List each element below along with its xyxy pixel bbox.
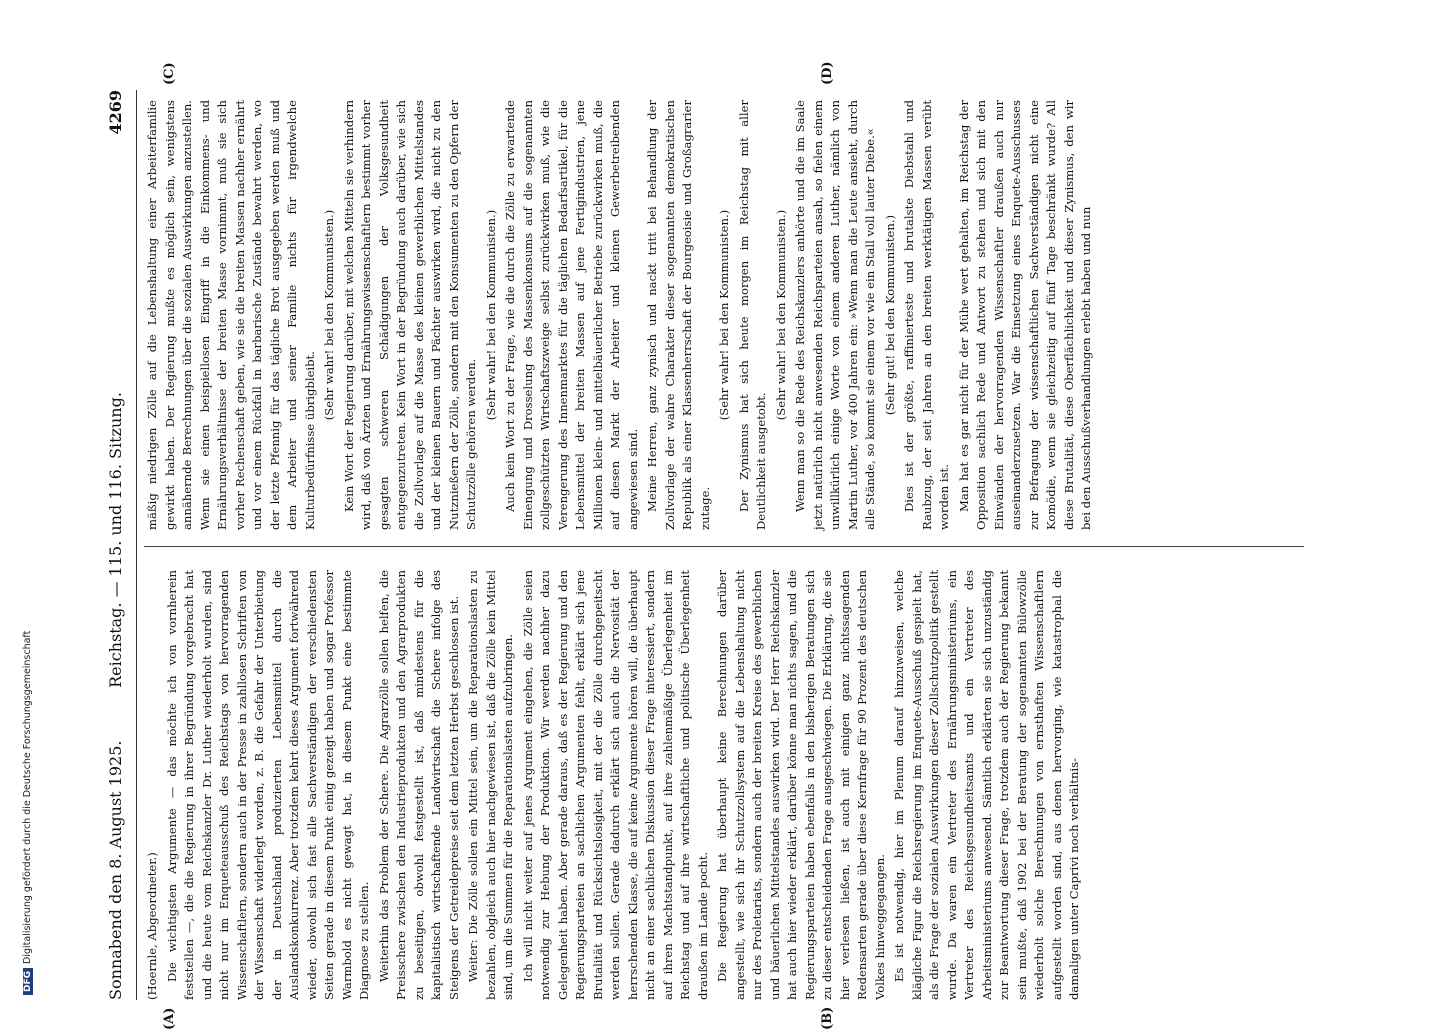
left-column [144,570,1324,1000]
paragraph: Wenn man so die Rede des Reichskanzlers anhörte und die im Saale jetzt natürlich nicht anwesenden Reichsparteien ansah, so fielen einem unwillkürlich einige Worte von einem anderen Luther, nämlich von Martin Luther, vor 400 Jahren ein: »Wenn man die Leute ansieht, durch alle Stände, so kommt sie einem vor wie ein Stall voll lauter Diebe.« [793,100,877,530]
dfg-logo: DFG [23,968,33,995]
paragraph: Ich will nicht weiter auf jenes Argument eingehen, die Zölle seien notwendig zur Hebung der Produktion. Wir werden nachher dazu Gelegenheit haben. Aber gerade daraus, daß es der Regierung und den Regierungsparteien an sachlichen Argumenten fehlt, erklärt sich jene Brutalität und Rücksichtslosigkeit, mit der die Zölle durchgepeitscht werden sollen. Gerade dadurch erklärt sich auch die Nervosität der herrschenden Klasse, die auf keine Argumente hören will, die überhaupt nicht an einer sachlichen Diskussion dieser Frage interessiert, sondern auf ihren Machtstandpunkt, auf ihre zahlenmäßige Überlegenheit im Reichstag und auf ihre wirtschaftliche und politische Überlegenheit draußen im Lande pocht. [520,570,710,1000]
paragraph: Auch kein Wort zu der Frage, wie die durch die Zölle zu erwartende Einengung und Drosselung des Massenkonsums auf die sogenannten zollgeschützten Wirtschaftszweige selbst zurückwirken muß, wie die Verengerung des Innenmarktes für die täglichen Bedarfsartikel, für die Lebensmittel der breiten Massen auf jene Fertigindustrien, jene Millionen klein- und mittelbäuerlicher Betriebe zurückwirken muß, die auf diesen Markt der Arbeiter und kleinen Gewerbetreibenden angewiesen sind. [503,100,640,530]
paragraph: Weiterhin das Problem der Schere. Die Agrarzölle sollen helfen, die Preisschere zwischen den Industrieprodukten und den Agrarprodukten zu beseitigen, obwohl festgestellt ist, daß mindestens für die kapitalistisch wirtschaftende Landwirtschaft die Schere infolge des Steigens der Getreidepreise seit dem letzten Herbst geschlossen ist. [376,570,461,1000]
column-divider [144,546,1304,547]
interjection: (Sehr wahr! bei den Kommunisten.) [322,209,336,421]
paragraph: Es ist notwendig, hier im Plenum darauf hinzuweisen, welche klägliche Figur die Reichsregierung im Enquete-Ausschuß gespielt hat, als die Frage der sozialen Auswirkungen dieser Zollschutzpolitik gestellt wurde. Da waren ein Vertreter des Ernährungsministeriums, ein Vertreter des Reichsgesundheitsamts und ein Vertreter des Arbeitsministeriums anwesend. Sämtlich erklärten sie sich unzuständig zur Beantwortung dieser Frage, trotzdem auch der Regierung bekannt sein mußte, daß 1902 bei der Beratung der sogenannten Bülowzölle wiederholt solche Berechnungen von ernsthaften Wissenschaftlern aufgestellt worden sind, aus denen hervorging, wie katastrophal die damaligen unter Caprivi noch verhältnis- [892,570,1081,1000]
paragraph: mäßig niedrigen Zölle auf die Lebenshaltung einer Arbeiterfamilie gewirkt haben. Der Regierung mußte es möglich sein, wenigstens annähernde Berechnungen über die sozialen Auswirkungen anzustellen. Wenn sie einen beispiellosen Eingriff in die Einkommens- und Ernährungsverhältnisse der breiten Masse vornimmt, muß sie sich vorher Rechenschaft geben, wie sie die breiten Massen nachher ernährt und vor einem Rückfall in barbarische Zustände bewahrt werden, wo der letzte Pfennig für das tägliche Brot ausgegeben werden muß und dem Arbeiter und seiner Familie nichts für irgendwelche Kulturbedürfnisse übrigbleibt. [145,100,317,530]
interjection: (Sehr wahr! bei den Kommunisten.) [717,209,731,421]
paragraph: Der Zynismus hat sich heute morgen im Reichstag mit aller Deutlichkeit ausgetobt. [736,100,768,530]
paragraph: Kein Wort der Regierung darüber, mit welchen Mitteln sie verhindern wird, daß von Ärzten und Ernährungswissenschaftlern bestimmt vorher gesagten schweren Schädigungen der Volksgesundheit entgegenzutreten. Kein Wort in der Begründung auch darüber, wie sich die Zollvorlage auf die Masse des kleinen gewerblichen Mittelstandes und der kleinen Bauern und Pächter auswirken wird, die nicht zu den Nutznießern der Zölle, sondern mit den Konsumenten zu den Opfern der Schutzzölle gehören werden. [341,100,478,530]
interjection: (Sehr wahr! bei den Kommunisten.) [483,209,498,421]
margin-marker-a: (A) [162,1007,177,1030]
paragraph: Die Regierung hat überhaupt keine Berechnungen darüber angestellt, wie sich ihr Schutzzollsystem auf die Lebenshaltung nicht nur des Proletariats, sondern auch der breiten Kreise des gewerblichen und bäuerlichen Mittelstandes auswirken wird. Der Herr Reichskanzler hat auch hier wieder erklärt, darüber könne man nichts sagen, und die Regierungsparteien haben ebenfalls in den bisherigen Beratungen sich zu dieser entscheidenden Frage ausgeschwiegen. Die Erklärung, die sie hier verlesen ließen, ist auch mit einigen ganz nichtssagenden Redensarten gerade über diese Kernfrage für 90 Prozent des deutschen Volkes hinweggegangen. [715,570,887,1000]
interjection: (Sehr wahr! bei den Kommunisten.) [773,209,788,421]
margin-marker-c: (C) [162,62,177,85]
header-title: Reichstag. — 115. und 116. Sitzung. [106,392,125,688]
page-number: 4269 [106,90,125,135]
paragraph: (Hoernle, Abgeordneter.) [145,852,159,1000]
margin-marker-d: (D) [820,61,835,85]
interjection: (Sehr gut! bei den Kommunisten.) [882,214,897,416]
digitization-note [22,631,33,995]
paragraph: Dies ist der größte, raffinierteste und brutalste Diebstahl und Raubzug, der seit Jahren an den breiten werktätigen Massen verübt worden ist. [902,100,951,530]
paragraph: Meine Herren, ganz zynisch und nackt tritt bei Behandlung der Zollvorlage der wahre Charakter dieser sogenannten demokratischen Republik als einer Klassenherrschaft der Bourgeoisie und Großagrarier zutage. [645,100,712,530]
document-page [100,61,1340,1030]
page-header [100,90,140,1000]
paragraph: Die wichtigsten Argumente — das möchte ich von vornherein feststellen —, die die Regierung in ihrer Begründung vorgebracht hat und die heute vom Reichskanzler Dr. Luther wiederholt wurden, sind nicht nur im Enqueteausschuß des Reichstags von hervorragenden Wissenschaftlern, sondern auch in der Presse in zahllosen Schriften von der Wissenschaft widerlegt worden, z. B. die Gefahr der Unterbietung der in Deutschland produzierten Lebensmittel durch die Auslandskonkurrenz. Aber trotzdem kehrt dieses Argument fortwährend wieder, obwohl sich fast alle Sachverständigen der verschiedensten Seiten gerade in diesem Punkt einig gezeigt haben und sogar Professor Warmbold es nicht gewagt hat, in diesem Punkt eine bestimmte Diagnose zu stellen. [164,570,371,1000]
margin-marker-b: (B) [820,1006,835,1030]
digitization-text: Digitalisierung gefördert durch die Deutsche Forschungsgemeinschaft [22,630,33,964]
header-date: Sonnabend den 8. August 1925. [106,740,125,1000]
right-column [144,100,1324,530]
header-rule [136,90,137,1000]
paragraph: Weiter: Die Zölle sollen ein Mittel sein, um die Reparationslasten zu bezahlen, obgleich auch hier nachgewiesen ist, daß die Zölle kein Mittel sind, um die Summen für die Reparationslasten aufzubringen. [466,570,515,1000]
paragraph: Man hat es gar nicht für der Mühe wert gehalten, im Reichstag der Opposition sachlich Rede und Antwort zu stehen und sich mit den Einwänden der hervorragenden Wissenschaftler draußen auch nur auseinanderzusetzen. War die Einsetzung eines Enquete-Ausschusses zur Befragung der wissenschaftlichen Sachverständigen nicht eine Komödie, wenn sie gleichzeitig auf fünf Tage beschränkt wurde? All diese Brutalität, diese Oberflächlichkeit und dieser Zynismus, den wir bei den Ausschußverhandlungen erlebt haben und nun [956,100,1093,530]
